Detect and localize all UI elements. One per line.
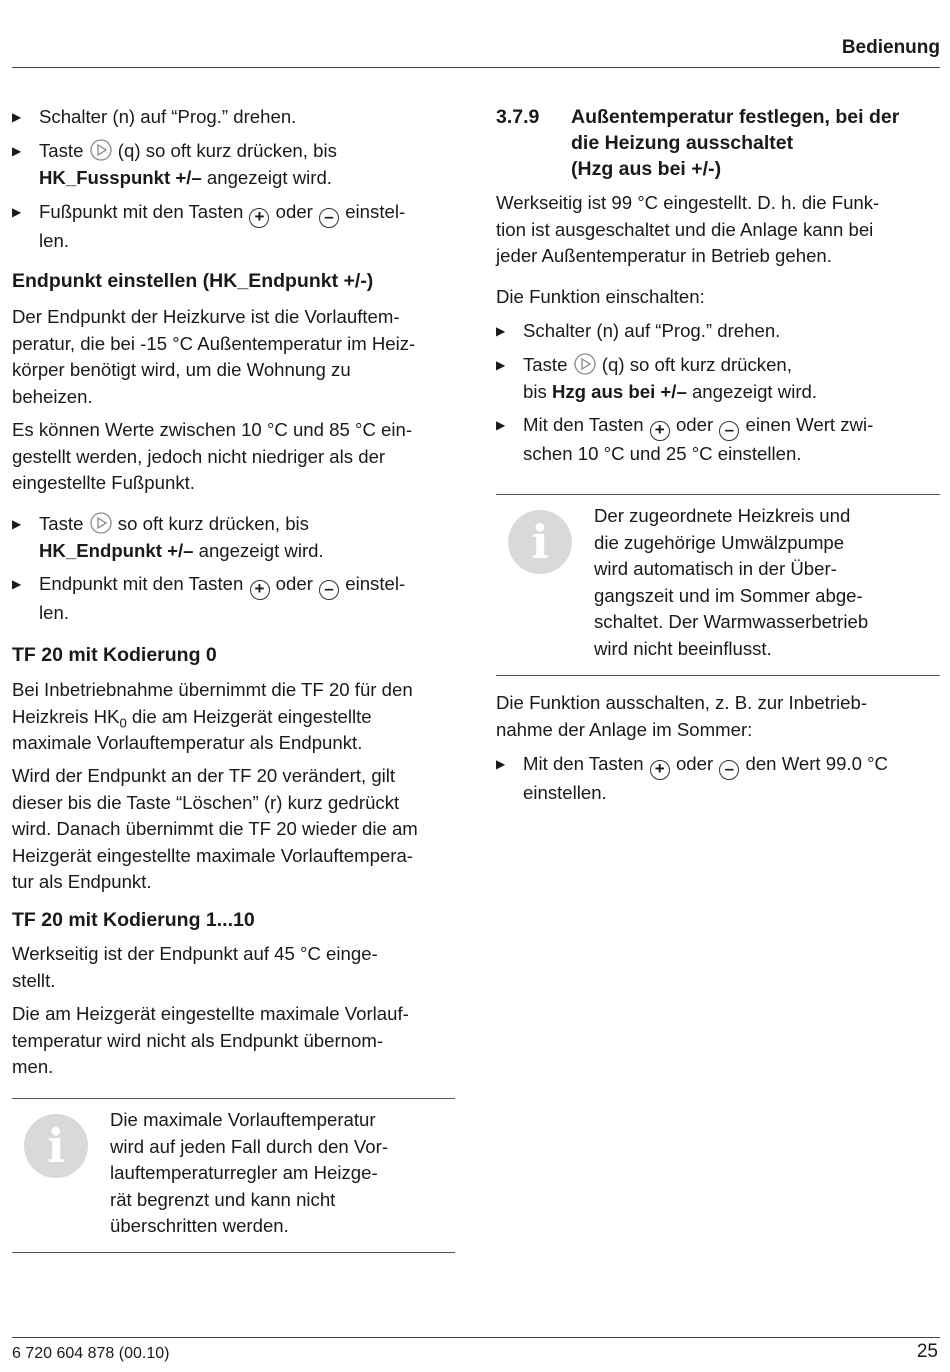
minus-key-icon: –: [719, 421, 739, 441]
minus-key-icon: –: [319, 580, 339, 600]
paragraph-inbetriebnahme: Bei Inbetriebnahme übernimmt die TF 20 für den Heizkreis $HK_0$ die am Heizgerät eingestellte maximale Vorlauftemperatur als Endpunkt.: [12, 679, 413, 753]
note-heizkreis: Der zugeordnete Heizkreis und die zugehörige Umwälzpumpe wird automatisch in der Über- gangszeit und im Sommer abge- schaltet. Der Warmwasserbetrieb wird nicht beeinflusst.: [594, 505, 869, 659]
bullet-schalter-right: ▶ Schalter (n) auf “Prog.” drehen.: [496, 318, 940, 345]
bullet-triangle-icon: ▶: [12, 517, 22, 531]
bullet-wert-einstellen: ▶ Mit den Tasten + oder – einen Wert zwi- schen 10 °C und 25 °C einstellen.: [496, 414, 874, 464]
heading-endpunkt: Endpunkt einstellen (HK_Endpunkt +/-): [12, 270, 374, 292]
paragraph-werkseitig-99: Werkseitig ist 99 °C eingestellt. D. h. die Funk- tion ist ausgeschaltet und die Anlage kann bei jeder Außentemperatur in Betrieb gehen.: [496, 192, 880, 266]
bullet-fusspunkt-tasten: ▶ Fußpunkt mit den Tasten + oder – einstel- len.: [12, 201, 406, 251]
info-icon: i: [508, 510, 572, 574]
paragraph-ausschalten: Die Funktion ausschalten, z. B. zur Inbetrieb- nahme der Anlage im Sommer:: [496, 692, 868, 740]
bullet-schalter: ▶ Schalter (n) auf “Prog.” drehen.: [12, 104, 455, 131]
plus-key-icon: +: [650, 421, 670, 441]
play-button-icon: [90, 512, 112, 534]
bullet-triangle-icon: ▶: [12, 577, 22, 591]
note-rule-bottom: [496, 675, 940, 676]
minus-key-icon: –: [319, 208, 339, 228]
paragraph-endpunkt-range: Es können Werte zwischen 10 °C und 85 °C ein- gestellt werden, jedoch nicht niedriger als der eingestellte Fußpunkt.: [12, 419, 413, 493]
paragraph-einschalten: Die Funktion einschalten:: [496, 286, 705, 307]
bullet-triangle-icon: ▶: [496, 358, 506, 372]
note-rule-top: [12, 1098, 455, 1099]
heading-kodierung-0: TF 20 mit Kodierung 0: [12, 644, 217, 666]
bullet-triangle-icon: ▶: [496, 324, 506, 338]
bullet-triangle-icon: ▶: [496, 418, 506, 432]
play-button-icon: [90, 139, 112, 161]
bullet-taste-fusspunkt: ▶ Taste (q) so oft kurz drücken, bis HK_Fusspunkt +/– angezeigt wird.: [12, 140, 337, 188]
bullet-taste-hzg: ▶ Taste (q) so oft kurz drücken, bis Hzg aus bei +/– angezeigt wird.: [496, 354, 818, 402]
info-icon: i: [24, 1114, 88, 1178]
paragraph-endpunkt-definition: Der Endpunkt der Heizkurve ist die Vorlauftem- peratur, die bei -15 °C Außentemperatur im Heiz- körper benötigt wird, um die Wohnung zu beheizen.: [12, 306, 416, 407]
header-title: Bedienung: [841, 37, 940, 58]
paragraph-nicht-uebernommen: Die am Heizgerät eingestellte maximale Vorlauf- temperatur wird nicht als Endpunkt übernom- men.: [12, 1003, 409, 1077]
note-rule-bottom: [12, 1252, 455, 1253]
document-code: 6 720 604 878 (00.10): [12, 1345, 170, 1362]
bullet-triangle-icon: ▶: [12, 144, 22, 158]
plus-key-icon: +: [250, 580, 270, 600]
note-rule-top: [496, 494, 940, 495]
paragraph-werkseitig-endpunkt: Werkseitig ist der Endpunkt auf 45 °C einge- stellt.: [12, 943, 378, 991]
footer-rule: [12, 1337, 940, 1338]
plus-key-icon: +: [650, 760, 670, 780]
paragraph-endpunkt-veraendert: Wird der Endpunkt an der TF 20 verändert, gilt dieser bis die Taste “Löschen” (r) kurz gedrückt wird. Danach übernimmt die TF 20 wieder die am Heizgerät eingestellte maximale Vorlauftempera- tur als Endpunkt.: [12, 765, 418, 892]
page-number: 25: [916, 1341, 938, 1362]
plus-key-icon: +: [249, 208, 269, 228]
bullet-triangle-icon: ▶: [12, 205, 22, 219]
bullet-taste-endpunkt: ▶ Taste so oft kurz drücken, bis HK_Endpunkt +/– angezeigt wird.: [12, 513, 324, 561]
minus-key-icon: –: [719, 760, 739, 780]
note-vorlauftemperatur: Die maximale Vorlauftemperatur wird auf jeden Fall durch den Vor- lauftemperaturregler am Heizge- rät begrenzt und kann nicht überschritten werden.: [110, 1109, 389, 1236]
bullet-triangle-icon: ▶: [496, 757, 506, 771]
header-rule: [12, 67, 940, 68]
heading-kodierung-1-10: TF 20 mit Kodierung 1...10: [12, 909, 255, 931]
play-button-icon: [574, 353, 596, 375]
section-number: 3.7.9: [496, 106, 540, 128]
bullet-triangle-icon: ▶: [12, 110, 22, 124]
bullet-endpunkt-tasten: ▶ Endpunkt mit den Tasten + oder – einstel- len.: [12, 573, 406, 623]
section-title: Außentemperatur festlegen, bei der die Heizung ausschaltet (Hzg aus bei +/-): [571, 106, 900, 180]
bullet-wert-99: ▶ Mit den Tasten + oder – den Wert 99.0 °C einstellen.: [496, 753, 888, 803]
